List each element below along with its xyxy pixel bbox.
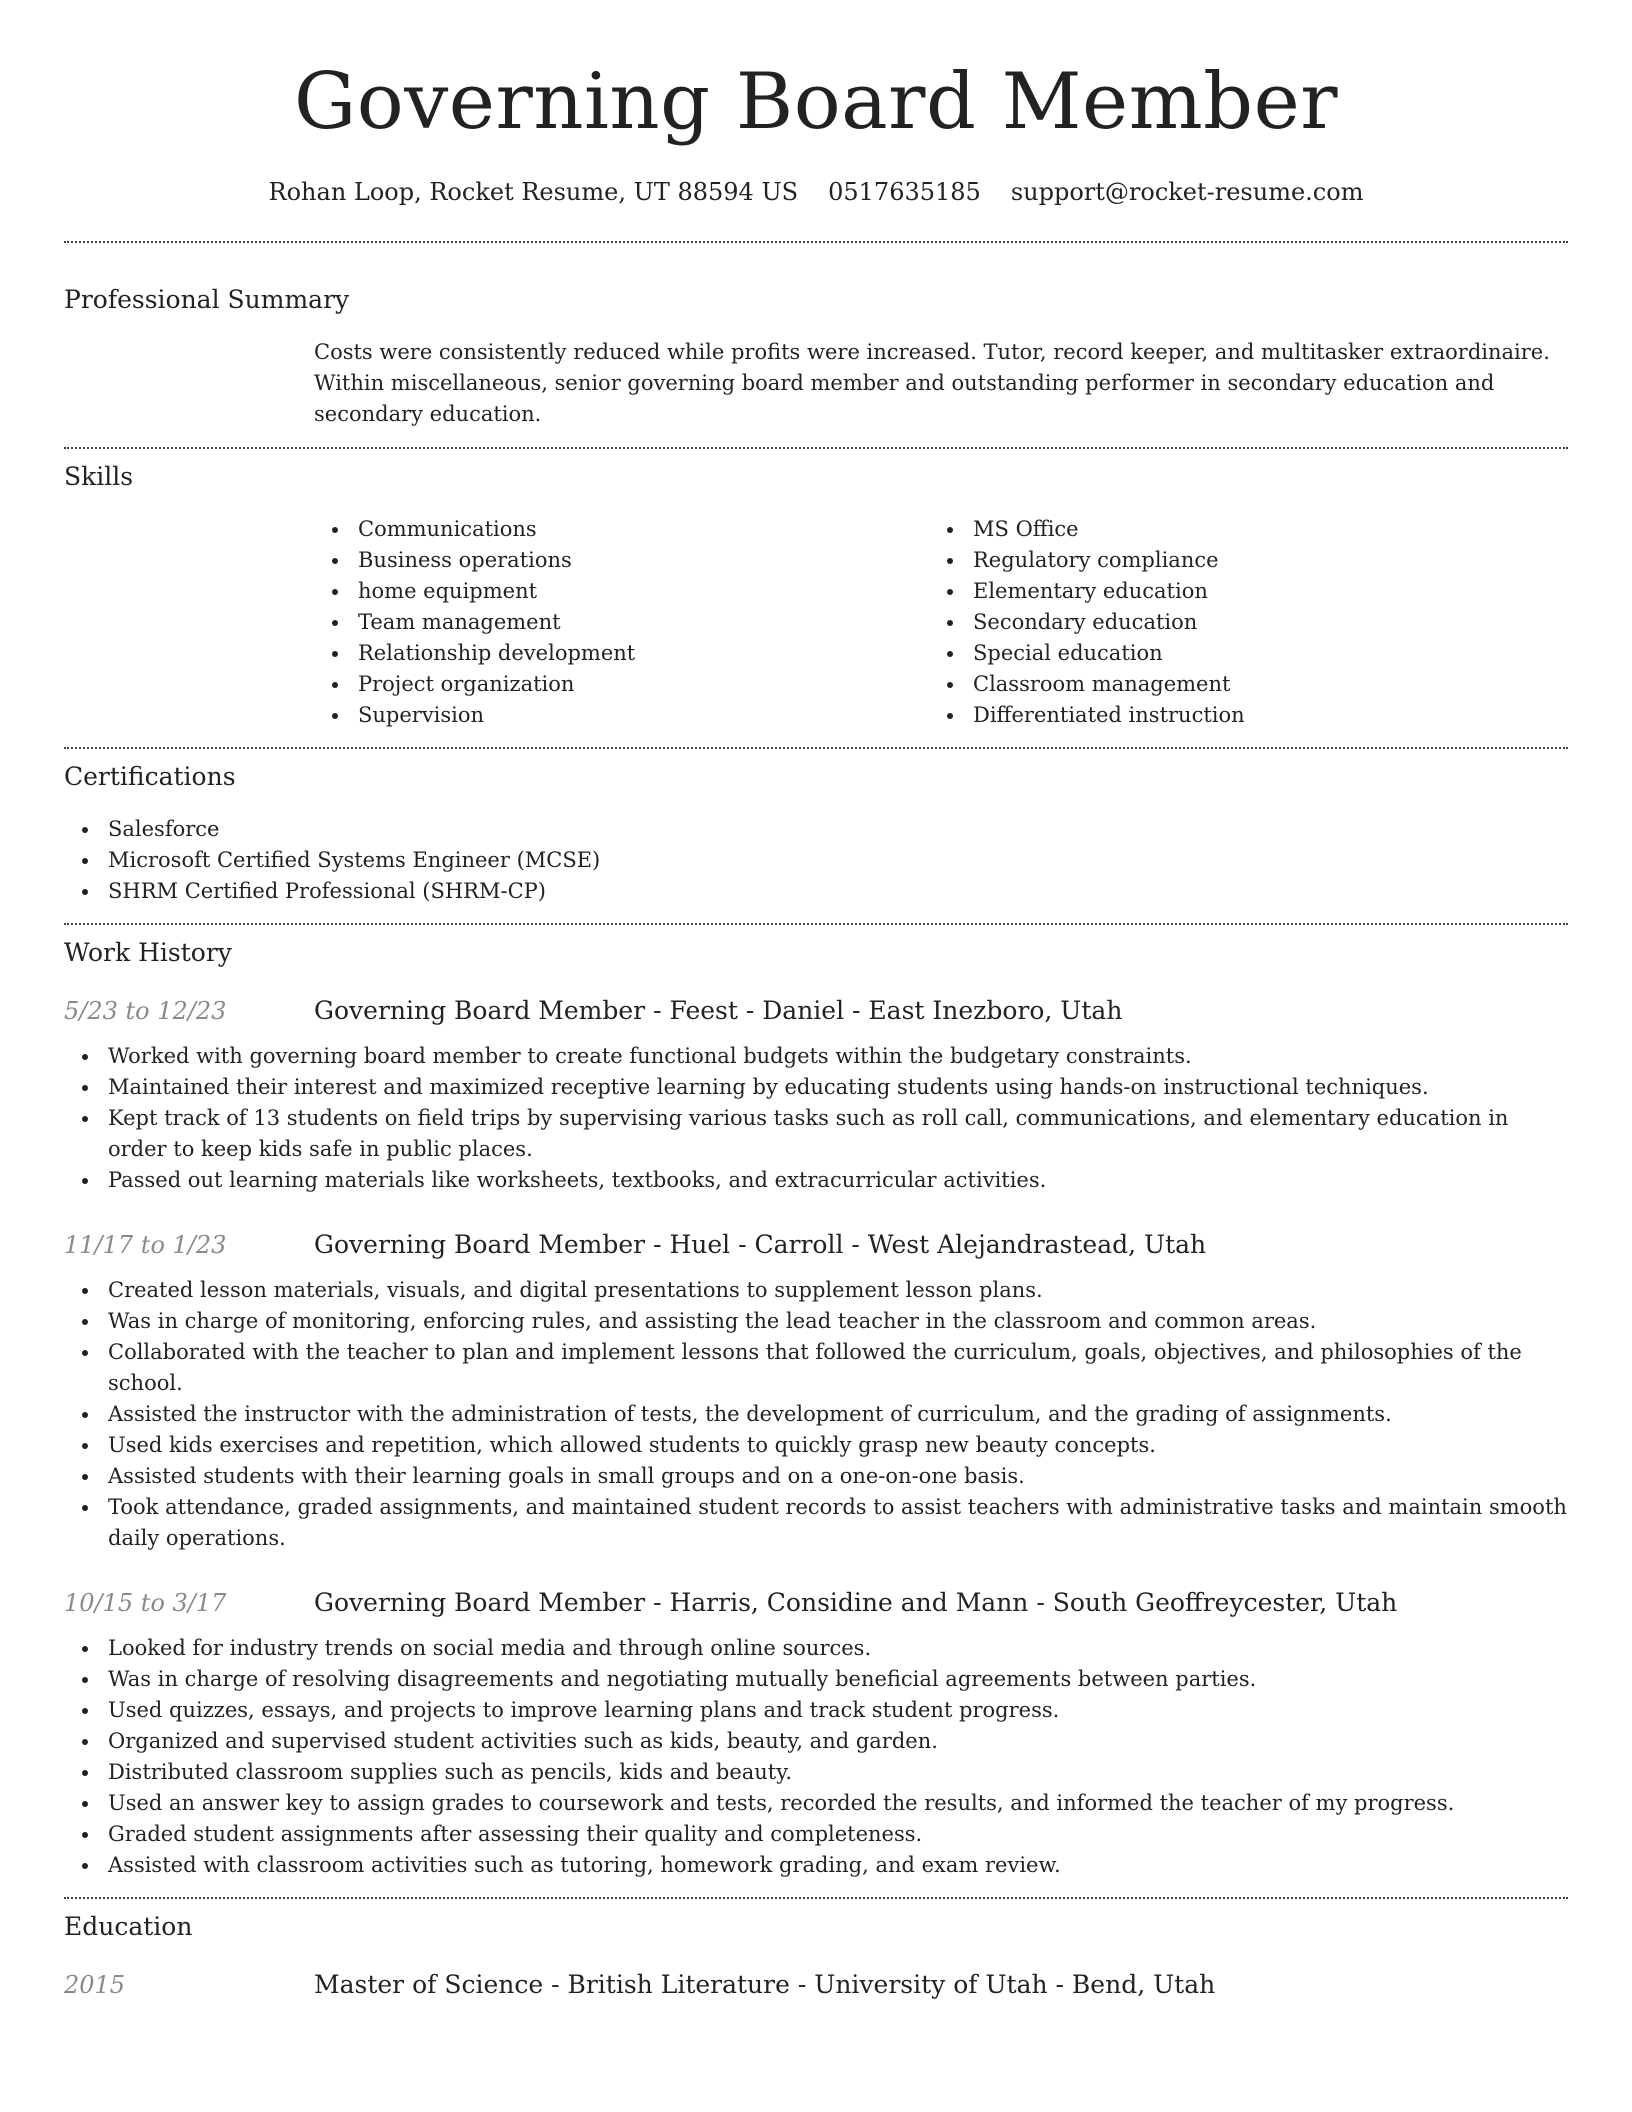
job-bullet: Took attendance, graded assignments, and maintained student records to assist teachers with administrative tasks and maintain smooth daily operations. [64, 1492, 1568, 1554]
job-bullet: Assisted the instructor with the administration of tests, the development of curriculum, and the grading of assignments. [64, 1399, 1568, 1430]
education-degree: Master of Science [314, 1970, 544, 1999]
job-bullet: Distributed classroom supplies such as pencils, kids and beauty. [64, 1757, 1568, 1788]
skill-item: Communications [314, 514, 929, 545]
education-entry [64, 1968, 1568, 2002]
job-title: Governing Board Member [314, 1588, 646, 1617]
divider [64, 241, 1568, 243]
job-bullet: Organized and supervised student activities such as kids, beauty, and garden. [64, 1726, 1568, 1757]
skill-item: Supervision [314, 700, 929, 731]
divider [64, 923, 1568, 925]
skill-item: Classroom management [929, 669, 1544, 700]
job-bullet: Graded student assignments after assessing their quality and completeness. [64, 1819, 1568, 1850]
divider [64, 747, 1568, 749]
skill-item: home equipment [314, 576, 929, 607]
resume-title: Governing Board Member [293, 57, 1339, 147]
education-heading [314, 1968, 1215, 2002]
job-bullets [64, 1633, 1568, 1881]
job-bullet: Passed out learning materials like worksheets, textbooks, and extracurricular activities. [64, 1165, 1568, 1196]
job-bullets [64, 1041, 1568, 1196]
summary-text: Costs were consistently reduced while profits were increased. Tutor, record keeper, and multitasker extraordinaire. Within miscellaneous, senior governing board member and outstanding performer in secondary education and secondary education. [314, 340, 1550, 426]
job-bullet: Maintained their interest and maximized receptive learning by educating students using hands-on instructional techniques. [64, 1072, 1568, 1103]
job-heading [314, 994, 1122, 1028]
section-title-certifications: Certifications [64, 762, 236, 791]
job-details: - Huel - Carroll - West Alejandrastead, Utah [645, 1230, 1207, 1259]
skills-list-right [929, 514, 1544, 731]
divider [64, 1897, 1568, 1899]
job-title: Governing Board Member [314, 1230, 646, 1259]
job-bullets [64, 1275, 1568, 1554]
job-bullet: Was in charge of resolving disagreements and negotiating mutually beneficial agreements between parties. [64, 1664, 1568, 1695]
job-bullet: Created lesson materials, visuals, and digital presentations to supplement lesson plans. [64, 1275, 1568, 1306]
job-details: - Feest - Daniel - East Inezboro, Utah [645, 996, 1123, 1025]
job-header [64, 1586, 1568, 1620]
job-bullet: Used kids exercises and repetition, which allowed students to quickly grasp new beauty concepts. [64, 1430, 1568, 1461]
section-title-summary: Professional Summary [64, 285, 350, 314]
section-title-education: Education [64, 1912, 193, 1941]
certification-item: Salesforce [64, 814, 1568, 845]
job-entry [64, 1228, 1568, 1554]
job-bullet: Used an answer key to assign grades to coursework and tests, recorded the results, and informed the teacher of my progress. [64, 1788, 1568, 1819]
certification-item: SHRM Certified Professional (SHRM-CP) [64, 876, 1568, 907]
divider [64, 447, 1568, 449]
skill-item: Relationship development [314, 638, 929, 669]
section-title-skills: Skills [64, 462, 134, 491]
skill-item: Business operations [314, 545, 929, 576]
section-title-work-history: Work History [64, 938, 232, 967]
skill-item: MS Office [929, 514, 1544, 545]
skill-item: Special education [929, 638, 1544, 669]
job-bullet: Assisted with classroom activities such as tutoring, homework grading, and exam review. [64, 1850, 1568, 1881]
job-entry [64, 994, 1568, 1196]
job-bullet: Used quizzes, essays, and projects to improve learning plans and track student progress. [64, 1695, 1568, 1726]
job-bullet: Was in charge of monitoring, enforcing rules, and assisting the lead teacher in the classroom and common areas. [64, 1306, 1568, 1337]
job-bullet: Looked for industry trends on social media and through online sources. [64, 1633, 1568, 1664]
skill-item: Differentiated instruction [929, 700, 1544, 731]
contact-address: Rohan Loop, Rocket Resume, UT 88594 US [268, 178, 799, 206]
job-entry [64, 1586, 1568, 1881]
job-heading [314, 1228, 1206, 1262]
job-title: Governing Board Member [314, 996, 646, 1025]
skill-item: Regulatory compliance [929, 545, 1544, 576]
contact-phone: 0517635185 [828, 178, 981, 206]
job-bullet: Collaborated with the teacher to plan and implement lessons that followed the curriculum, goals, objectives, and philosophies of the school. [64, 1337, 1568, 1399]
certifications-list [64, 814, 1568, 907]
job-bullet: Worked with governing board member to create functional budgets within the budgetary constraints. [64, 1041, 1568, 1072]
job-header [64, 994, 1568, 1028]
job-bullet: Kept track of 13 students on field trips by supervising various tasks such as roll call, communications, and elementary education in order to keep kids safe in public places. [64, 1103, 1568, 1165]
skill-item: Team management [314, 607, 929, 638]
skill-item: Project organization [314, 669, 929, 700]
job-details: - Harris, Considine and Mann - South Geoffreycester, Utah [645, 1588, 1398, 1617]
job-bullet: Assisted students with their learning goals in small groups and on a one-on-one basis. [64, 1461, 1568, 1492]
education-details: - British Literature - University of Utah - Bend, Utah [543, 1970, 1216, 1999]
job-heading [314, 1586, 1397, 1620]
skills-list-left [314, 514, 929, 731]
contact-line [64, 176, 1568, 208]
skill-item: Elementary education [929, 576, 1544, 607]
skill-item: Secondary education [929, 607, 1544, 638]
skills-columns [314, 514, 1568, 731]
education-year: 2015 [64, 1971, 126, 1999]
job-header [64, 1228, 1568, 1262]
contact-email[interactable]: support@rocket-resume.com [1010, 178, 1364, 206]
certification-item: Microsoft Certified Systems Engineer (MCSE) [64, 845, 1568, 876]
job-dates: 5/23 to 12/23 [64, 997, 227, 1025]
job-dates: 11/17 to 1/23 [64, 1231, 227, 1259]
job-dates: 10/15 to 3/17 [64, 1589, 227, 1617]
